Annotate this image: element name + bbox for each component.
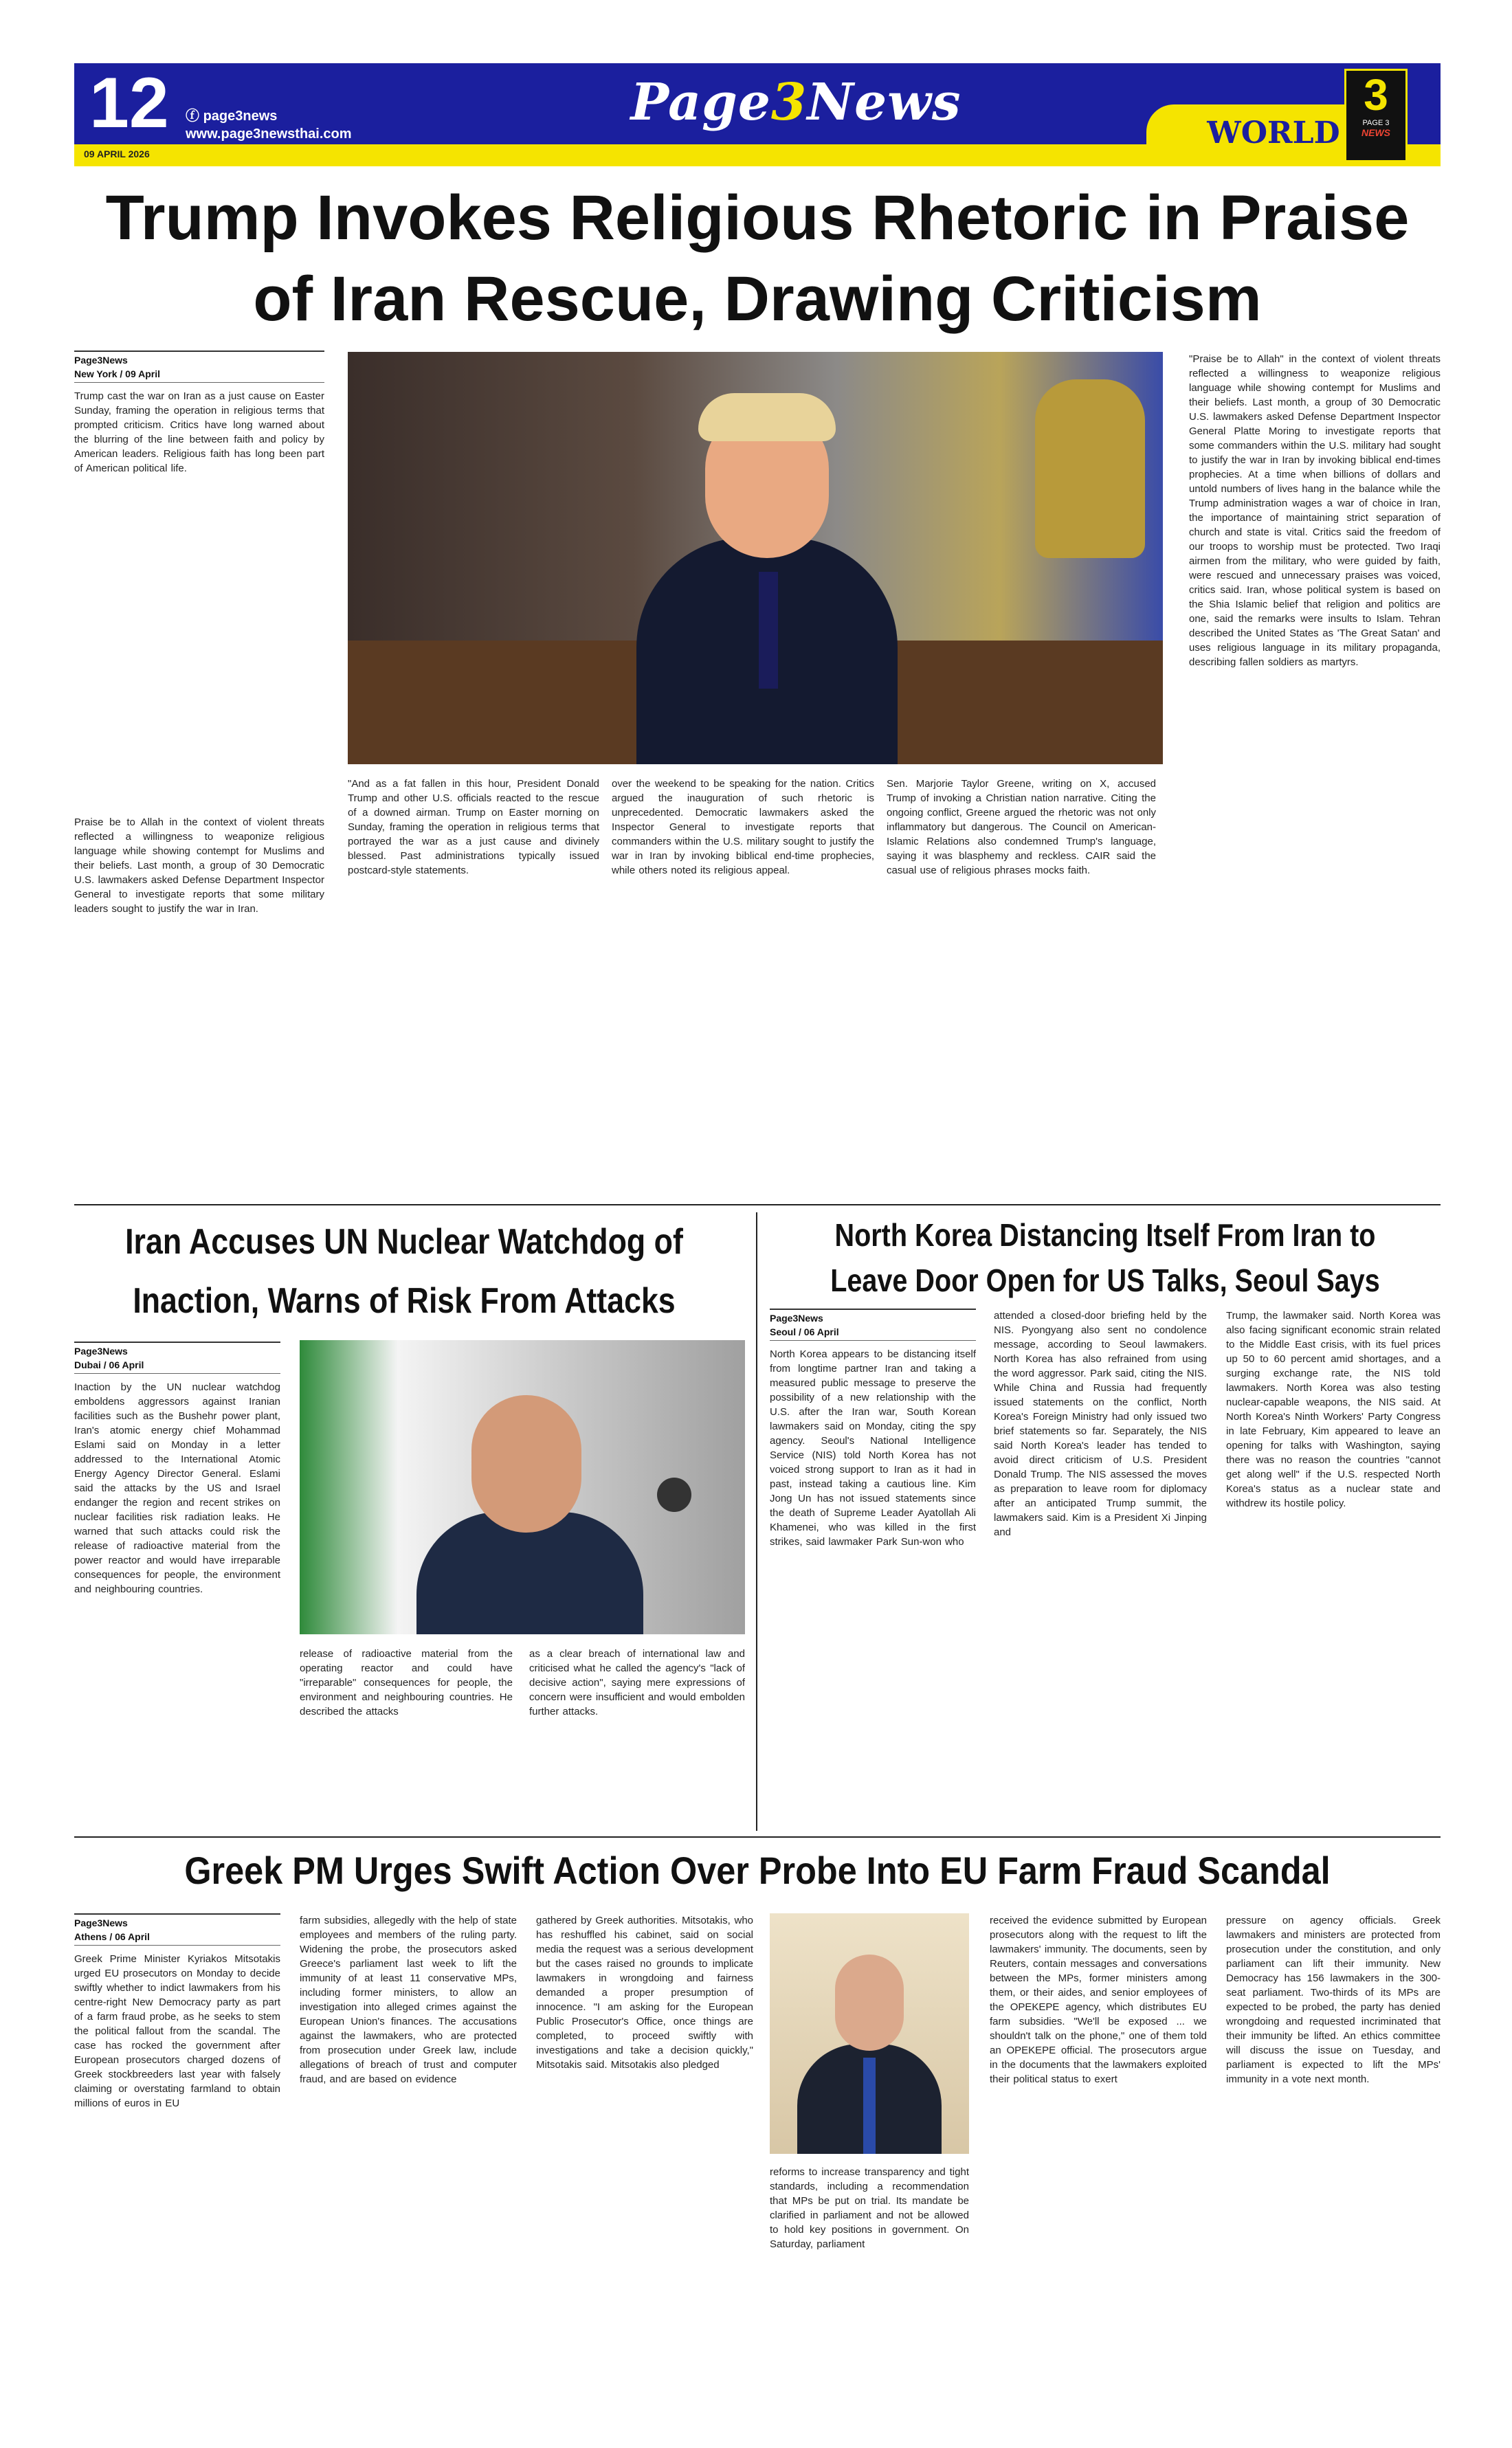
article-greece-col5: received the evidence submitted by European prosecutors along with the request to lift the lawmakers' immunity. The documents, seen by Reuters, contain messages and conversations between the MPs, former ministers among them, or their aides, and senior employees of the OPEKEPE agency, which distributes EU farm subsidies. "We'll be exposed ... we shouldn't talk on the phone," one of them told an OPEKEPE official. The prosecutors argue in the documents that the lawmakers exploited their political status to exert — [990, 1915, 1207, 2085]
article-nk-col1: North Korea appears to be distancing itself from longtime partner Iran and taking a measured public message to preserve the possibility of a new relationship with the U.S. after the Iran war, South Korean lawmakers said on Monday, citing the spy agency. Seoul's National Intelligence Service (NIS) told North Korea has not voiced strong support to Iran as it had in past, instead taking a cautious line. Kim Jong Un has not issued statements since the death of Supreme Leader Ayatollah Ali Khamenei, who was killed in the first strikes, said lawmaker Park Sun-won who — [770, 1348, 976, 1548]
eagle-statue — [1035, 379, 1145, 558]
page-number: 12 — [89, 63, 169, 143]
article-iran-col2: release of radioactive material from the operating reactor and could have "irreparable" consequences for people, the environment and neighbouring countries. He described the attacks — [300, 1648, 513, 1717]
byline-trump: Page3News New York / 09 April — [74, 350, 324, 383]
social-icon: ⓕ — [186, 109, 203, 124]
article-greece-col2: farm subsidies, allegedly with the help of state employees and members of the ruling party. Widening the probe, the prosecutors asked Greece's parliament last week to lift the immunity of at least 11 conservative MPs, including former ministers, to allow an investigation into alleged crimes against the European Union's finances. The accusations against the lawmakers, who are protected from prosecution under Greek law, include allegations of breach of trust and computer fraud, and are based on evidence — [300, 1915, 517, 2085]
headline-iran[interactable]: Iran Accuses UN Nuclear Watchdog of Inaction, Warns of Risk From Attacks — [125, 1222, 683, 1321]
divider — [74, 1836, 1441, 1838]
photo-greece — [770, 1913, 969, 2154]
issue-date: 09 APRIL 2026 — [84, 148, 150, 159]
byline-north-korea: Page3News Seoul / 06 April — [770, 1309, 976, 1341]
article-nk-col3: Trump, the lawmaker said. North Korea was also facing significant economic strain related to the Middle East crisis, with its fuel prices up 50 to 60 percent amid shortages, and a surging exchange rate, the NIS told lawmakers. North Korea was also testing nuclear-capable weapons, the NIS said. At North Korea's Ninth Workers' Party Congress in late February, Kim appeared to leave an opening for talks with Washington, saying there was no reason the countries "cannot get along well" if the U.S. respected North Korea's status as a nuclear state and withdrew its hostile policy. — [1226, 1310, 1441, 1509]
photo-trump — [348, 352, 1163, 764]
headline-greece[interactable]: Greek PM Urges Swift Action Over Probe Into EU Farm Fraud Scandal — [184, 1849, 1331, 1892]
person-tie — [863, 2058, 876, 2154]
person-hair — [698, 393, 836, 441]
microphone — [657, 1478, 691, 1512]
article-trump-col5: "Praise be to Allah" in the context of violent threats reflected a willingness to weaponize religious language while showing contempt for Muslims and their beliefs. Last month, a group of 30 Democratic U.S. lawmakers asked Defense Department Inspector General Platte Moring to investigate reports that some commanders within the U.S. military had sought to justify the war in Iran by invoking biblical end-times prophecies. At a time when billions of dollars and untold numbers of lives hang in the balance while the Trump administration wages a war of choice in Iran, the importance of maintaining strict separation of church and state is vital. Critics said the freedom of our troops to worship must be protected. Two Iraqi airmen from the military, who were guided by faith, were rescued and unnecessary praises was voiced, critics said. Iran, whose political system is based on the Shia Islamic belief that religion and politics are one, said the remarks were insults to Islam. Tehran described the United States as 'The Great Satan' and uses religious language in its military propaganda, describing fallen soldiers as martyrs. — [1189, 353, 1441, 668]
article-trump-col2: "And as a fat fallen in this hour, President Donald Trump and other U.S. officials reacted to the rescue of a downed airman. Trump on Easter morning on Sunday, framing the operation in religious terms that portrayed the war as a just cause and divinely blessed. Past administrations typically issued postcard-style statements. — [348, 778, 599, 876]
article-greece-col6: pressure on agency officials. Greek lawmakers and ministers are protected from prosecution under the constitution, and only parliament can lift their immunity. New Democracy has 156 lawmakers in the 300-seat parliament. Two-thirds of its MPs are expected to be probed, the party has denied wrongdoing and requested incriminated that their immunity be lifted. An ethics committee will discuss the issue on Tuesday, and parliament is expected to lift the MPs' immunity in a vote next month. — [1226, 1915, 1441, 2085]
section-label: WORLD — [1146, 104, 1401, 162]
article-iran-col3: as a clear breach of international law and criticised what he called the agency's "lack of decisive action", saying mere expressions of concern were insufficient and would embolden further attacks. — [529, 1648, 745, 1717]
article-greece-col3: gathered by Greek authorities. Mitsotakis, who has reshuffled his cabinet, said on social media the request was a serious development but the cases raised no grounds to implicate lawmakers in wrongdoing and fairness demanded a proper presumption of innocence. "I am asking for the European Public Prosecutor's Office, once things are completed, to proceed swiftly with investigations and take a decision quickly," Mitsotakis said. Mitsotakis also pledged — [536, 1915, 753, 2071]
byline-iran: Page3News Dubai / 06 April — [74, 1342, 280, 1374]
person-head — [471, 1395, 581, 1533]
article-trump-col3: over the weekend to be speaking for the nation. Critics argued the inauguration of such rhetoric is unprecedented. Democratic lawmakers asked the Inspector General to investigate reports that commanders within the U.S. military sought to justify the war in Iran by invoking biblical end-time prophecies, while others noted its religious appeal. — [612, 778, 874, 876]
column-divider — [756, 1212, 757, 1831]
page3-badge: 3 PAGE 3 NEWS — [1344, 69, 1408, 162]
person-head — [835, 1955, 904, 2051]
headline-north-korea[interactable]: North Korea Distancing Itself From Iran to Leave Door Open for US Talks, Seoul Says — [830, 1217, 1380, 1298]
website-link[interactable]: www.page3newsthai.com — [186, 126, 352, 142]
article-greece-col1: Greek Prime Minister Kyriakos Mitsotakis urged EU prosecutors on Monday to decide swiftly whether to indict lawmakers from his centre-right New Democracy party as part of a farm fraud probe, as he seeks to stem the political fallout from the scandal. The case has rocked the government after European prosecutors charged dozens of Greek stockbreeders last year with falsely claiming or overstating farmland to obtain millions of euros in EU — [74, 1953, 280, 2109]
divider — [74, 1204, 1441, 1205]
photo-iran — [300, 1340, 745, 1634]
newspaper-logo: Page3News — [630, 73, 961, 132]
headline-trump[interactable]: Trump Invokes Religious Rhetoric in Praise of Iran Rescue, Drawing Criticism — [105, 183, 1410, 334]
social-handle[interactable]: ⓕ page3news — [186, 109, 278, 124]
masthead — [74, 63, 1441, 166]
article-trump-col4: Sen. Marjorie Taylor Greene, writing on X, accused Trump of invoking a Christian nation narrative. Citing the ongoing conflict, Greene argued the rhetoric was not only inflammatory but dangerous. The Council on American-Islamic Relations also condemned Trump's language, saying it was blasphemy and reckless. CAIR said the casual use of religious phrases mocks faith. — [887, 778, 1156, 876]
person-tie — [759, 572, 778, 689]
article-iran-col1: Inaction by the UN nuclear watchdog emboldens aggressors against Iranian facilities such as the Bushehr power plant, Iran's atomic energy chief Mohammad Eslami said on Monday in a letter addressed to the International Atomic Energy Agency Director General. Eslami said the attacks by the US and Israel endanger the region and recent strikes on nuclear facilities risk radiation leaks. He warned that such attacks could risk the release of radioactive material from the power reactor and would have irreparable consequences for people, the environment and neighbouring countries. — [74, 1381, 280, 1595]
article-greece-col4: reforms to increase transparency and tight standards, including a recommendation that MPs be put on trial. Its mandate be clarified in parliament and not be allowed to hold key positions in government. On Saturday, parliament — [770, 2166, 969, 2250]
article-nk-col2: attended a closed-door briefing held by the NIS. Pyongyang also sent no condolence message, according to Seoul lawmakers. North Korea has also refrained from using the word aggressor. Park said, citing the NIS. While China and Russia had frequently issued statements on the conflict, North Korea's Foreign Ministry had only issued two brief statements so far. Separately, the NIS said North Korea's leader has tended to avoid direct criticism of U.S. President Donald Trump. The NIS assessed the moves as preparation to leave room for diplomacy after an anticipated Trump summit, the lawmakers said. Kim is a President Xi Jinping and — [994, 1310, 1207, 1538]
article-trump-col1b: Praise be to Allah in the context of violent threats reflected a willingness to weaponize religious language while showing contempt for Muslims and their beliefs. Last month, a group of 30 Democratic U.S. lawmakers asked Defense Department Inspector General to investigate reports that some military leaders sought to justify the war in Iran. — [74, 816, 324, 915]
article-trump-col1: Trump cast the war on Iran as a just cause on Easter Sunday, framing the operation in religious terms that prompted criticism. Critics have long warned about the blurring of the line between faith and policy by American leaders. Religious faith has long been part of American political life. — [74, 390, 324, 474]
byline-greece: Page3News Athens / 06 April — [74, 1913, 280, 1946]
